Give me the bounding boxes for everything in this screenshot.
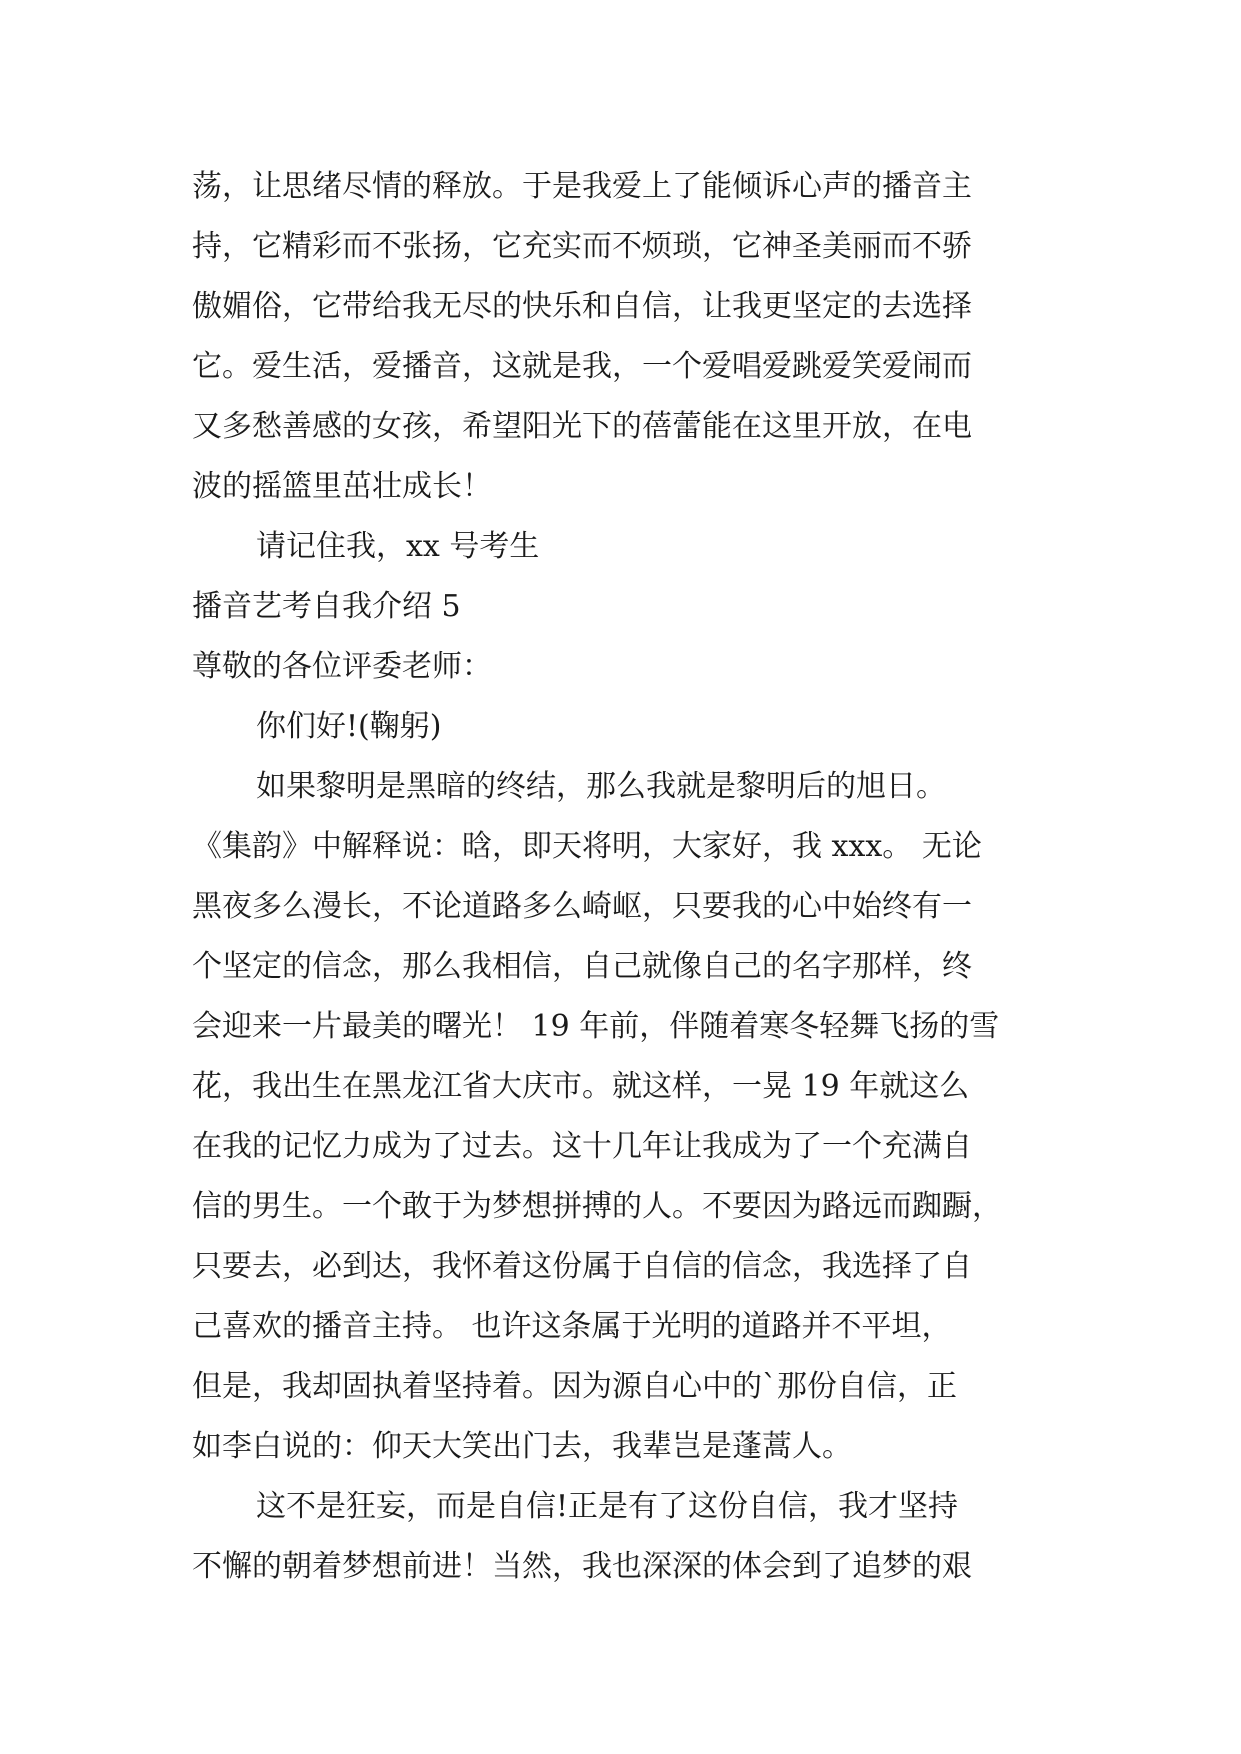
text-line: 会迎来一片最美的曙光！ 19 年前，伴随着寒冬轻舞飞扬的雪 — [192, 1009, 1000, 1044]
text-line: 又多愁善感的女孩，希望阳光下的蓓蕾能在这里开放，在电 — [192, 409, 972, 444]
text-line: 但是，我却固执着坚持着。因为源自心中的`那份自信，正 — [192, 1369, 957, 1404]
text-line: 请记住我，xx 号考生 — [256, 529, 540, 564]
text-line: 如果黎明是黑暗的终结，那么我就是黎明后的旭日。 — [256, 769, 946, 804]
text-line: 个坚定的信念，那么我相信，自己就像自己的名字那样，终 — [192, 949, 972, 984]
text-line: 持，它精彩而不张扬，它充实而不烦琐，它神圣美丽而不骄 — [192, 229, 972, 264]
text-line: 荡，让思绪尽情的释放。于是我爱上了能倾诉心声的播音主 — [192, 169, 972, 204]
text-line: 不懈的朝着梦想前进！当然，我也深深的体会到了追梦的艰 — [192, 1549, 972, 1584]
text-line: 波的摇篮里茁壮成长！ — [192, 469, 492, 504]
text-line: 如李白说的：仰天大笑出门去，我辈岂是蓬蒿人。 — [192, 1429, 852, 1464]
text-line: 只要去，必到达，我怀着这份属于自信的信念，我选择了自 — [192, 1249, 972, 1284]
text-line: 信的男生。一个敢于为梦想拼搏的人。不要因为路远而踟蹰， — [192, 1189, 1002, 1224]
text-line: 这不是狂妄，而是自信!正是有了这份自信，我才坚持 — [256, 1489, 959, 1524]
text-line: 花，我出生在黑龙江省大庆市。就这样，一晃 19 年就这么 — [192, 1069, 970, 1104]
text-line: 你们好!(鞠躬) — [256, 709, 442, 744]
text-line: 播音艺考自我介绍 5 — [192, 589, 461, 624]
document-body — [192, 157, 1052, 1597]
text-line: 《集韵》中解释说：晗，即天将明，大家好，我 xxx。 无论 — [192, 829, 982, 864]
text-line: 它。爱生活，爱播音，这就是我，一个爱唱爱跳爱笑爱闹而 — [192, 349, 972, 384]
text-line: 己喜欢的播音主持。 也许这条属于光明的道路并不平坦， — [192, 1309, 952, 1344]
text-line: 尊敬的各位评委老师： — [192, 649, 492, 684]
text-line: 傲媚俗，它带给我无尽的快乐和自信，让我更坚定的去选择 — [192, 289, 972, 324]
text-line: 在我的记忆力成为了过去。这十几年让我成为了一个充满自 — [192, 1129, 972, 1164]
text-line: 黑夜多么漫长，不论道路多么崎岖，只要我的心中始终有一 — [192, 889, 972, 924]
